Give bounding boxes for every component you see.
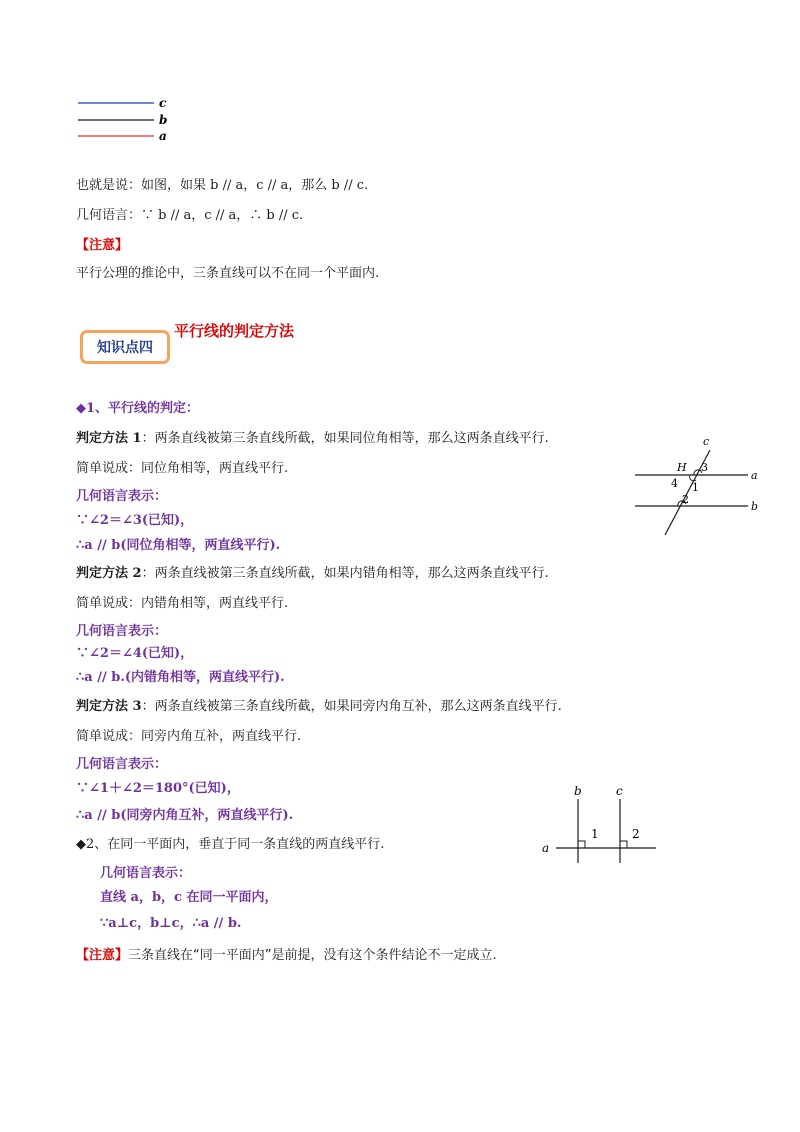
note-label: 【注意】 <box>76 238 129 253</box>
method3-geo-1: ∵∠1＋∠2＝180°(已知)， <box>76 781 240 796</box>
part2-geo-label: 几何语言表示： <box>100 866 192 881</box>
label-3: 3 <box>701 461 708 474</box>
note2-text: 三条直线在“同一平面内”是前提，没有这个条件结论不一定成立. <box>128 948 497 963</box>
section-badge: 知识点四 <box>80 330 170 364</box>
right-angle-b <box>578 841 585 848</box>
intro-line-2: 几何语言：∵ b // a，c // a，∴ b // c. <box>76 208 304 223</box>
part2-heading: ◆2、在同一平面内，垂直于同一条直线的两直线平行. <box>76 837 385 852</box>
label-2: 2 <box>682 493 689 506</box>
method1-geo-1: ∵∠2＝∠3(已知)， <box>76 513 194 528</box>
intro-line-1: 也就是说：如图，如果 b // a，c // a，那么 b // c. <box>76 178 369 193</box>
method3-line <box>76 695 562 714</box>
label-b: b <box>574 784 582 798</box>
method3-text: ：两条直线被第三条直线所截，如果同旁内角互补，那么这两条直线平行. <box>141 699 562 714</box>
transversal-figure <box>630 433 765 543</box>
part2-geo-2: ∵a⊥c，b⊥c，∴a // b. <box>100 916 242 931</box>
method1-line <box>76 427 549 446</box>
label-1: 1 <box>692 481 699 494</box>
label-c: c <box>703 435 710 448</box>
method3-simple: 简单说成：同旁内角互补，两直线平行. <box>76 729 302 744</box>
method2-geo-label: 几何语言表示： <box>76 624 168 639</box>
section-title: 平行线的判定方法 <box>174 322 295 340</box>
note-text: 平行公理的推论中，三条直线可以不在同一个平面内. <box>76 266 380 281</box>
label-a: a <box>542 841 550 855</box>
perpendicular-figure <box>540 783 660 865</box>
label-c: c <box>159 96 167 110</box>
method3-geo-label: 几何语言表示： <box>76 757 168 772</box>
label-c: c <box>616 784 623 798</box>
method2-text: ：两条直线被第三条直线所截，如果内错角相等，那么这两条直线平行. <box>141 566 549 581</box>
part2-geo-1: 直线 a，b，c 在同一平面内， <box>100 890 278 905</box>
method1-geo-2: ∴a // b(同位角相等，两直线平行). <box>76 538 281 553</box>
label-b: b <box>751 500 759 513</box>
note2-line <box>76 944 497 963</box>
label-a: a <box>751 469 758 482</box>
method1-geo-label: 几何语言表示： <box>76 489 168 504</box>
part1-heading: ◆1、平行线的判定： <box>76 401 200 416</box>
method2-geo-1: ∵∠2＝∠4(已知)， <box>76 646 194 661</box>
method1-simple: 简单说成：同位角相等，两直线平行. <box>76 461 289 476</box>
parallel-lines-figure <box>76 94 186 146</box>
note2-label: 【注意】 <box>76 948 129 963</box>
method1-text: ：两条直线被第三条直线所截，如果同位角相等，那么这两条直线平行. <box>141 431 549 446</box>
method3-label: 判定方法 3 <box>76 699 142 714</box>
method3-geo-2: ∴a // b(同旁内角互补，两直线平行). <box>76 808 294 823</box>
label-H: H <box>677 461 687 474</box>
method1-label: 判定方法 1 <box>76 431 142 446</box>
label-2: 2 <box>632 827 640 841</box>
right-angle-c <box>620 841 627 848</box>
label-b: b <box>159 113 168 127</box>
method2-simple: 简单说成：内错角相等，两直线平行. <box>76 596 289 611</box>
label-1: 1 <box>591 827 599 841</box>
method2-line <box>76 562 549 581</box>
label-4: 4 <box>671 477 678 490</box>
label-a: a <box>159 129 167 143</box>
method2-geo-2: ∴a // b.(内错角相等，两直线平行). <box>76 670 285 685</box>
method2-label: 判定方法 2 <box>76 566 142 581</box>
